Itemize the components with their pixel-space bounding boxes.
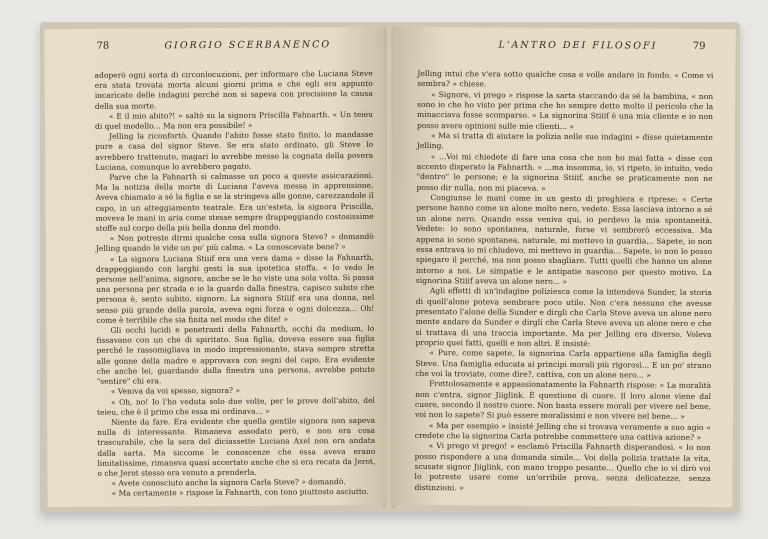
paragraph: « Oh, no! Io l'ho veduta solo due volte, per le prove dell'abito, del teieu, che è il primo che essa mi ordinava... » (96, 395, 375, 417)
paragraph: « Signore, vi prego » rispose la sarta staccando da sé la bambina, « non sono io che ho visto per prima che ho sempre detto molto il pericolo che la minacciava fosse scomparso. « La signorina Stiiif è una mia cliente e io non posso avere opinioni sulle mie clienti... » (416, 89, 714, 131)
left-page-number: 78 (96, 40, 110, 52)
paragraph: « La signora Luciana Stiiif era una vera dama » disse la Fahnarth, drappeggiando con larghi gesti la sua ipotetica stoffa. « Io vedo le persone nell'anima, signore, anche se le ho viste una sola volta. Si passa una persona per strada e io la guardo dalla finestra, capisco subito che persona è, sento subito, signore. La signora Stiiif era una donna, nel senso più grande della parola, aveva ogni forza e ogni dolcezza... Oh! come è terribile che sia finita nel modo che dite! » (95, 252, 375, 325)
right-page-number: 79 (692, 40, 706, 52)
paragraph: « Ma si tratta di aiutare la polizia nelle sue indagini » disse quietamente Jelling. (416, 131, 713, 151)
paragraph: « Non potreste dirmi qualche cosa sulla signora Steve? » domandò Jelling quando le vide un po' più calma. « La conoscevate bene? » (95, 232, 374, 254)
paragraph: « Vi prego vi prego! » esclamò Priscilla Fahnarth disperandosi. « Io non posso rispondere a una domanda simile... Voi della polizia trattate la vita, scusate signor Jiiglink, con mano troppo pesante... Quello che io vi dirò voi lo potreste usare come un'orribile prova, senza delicatezze, senza distinzioni. » (414, 441, 711, 493)
paragraph: « Veniva da voi spesso, signora? » (110, 386, 241, 397)
open-book (40, 22, 740, 512)
paragraph: « E il mio abito?! » saltò su la signora Priscilla Fahnarth. « Un teieu di quel modello... Ma non era possibile! » (94, 109, 373, 131)
paragraph: « Ma per esempio » insisté Jelling che si trovava veramente a suo agio « credete che la signorina Carla potrebbe commettere una cattiva azione? » (414, 420, 711, 443)
paragraph: « Avete conosciuto anche la signora Carla Steve? » domandò. (111, 477, 346, 488)
paragraph: Jelling la riconfortò. Quando l'abito fosse stato finito, lo mandasse pure a casa del signor Steve. Se era stato ordinato, gli Steve lo avrebbero trattenuto, magari lo avrebbe messo la cognata della povera Luciana, comunque lo avrebbero pagato. (95, 130, 374, 172)
paragraph: Niente da fare. Era evidente che quella gentile signora non sapeva nulla di interessante. Rimaneva assodato però, e non era cosa trascurabile, che la sera del diciassette Luciana Axel non era andata dalla sarta. Ma siccome le conoscenze che essa aveva erano limitatissime, rimaneva quasi accertato anche che si era recata da Jerot, o che Jerot stesso era venuto a prenderla. (97, 415, 376, 478)
paragraph: Congiunse le mani come in un gesto di preghiera e riprese: « Certe persone hanno come un alone molto nero, vedete. Essa lasciava intorno a sé un alone nero. Quando essa veniva qui, io perdevo la mia spontaneità. Vedete: io sono spontanea, naturale, forse vi sembrerò eccessiva. Ma appena io sono spontanea, naturale, mi mettevo in guardia... Sapete, io non essa entrava io mi chiudevo, mi mettevo in guardia... Sapete, io non lo posso spiegare il perché, ma non posso sbagliare. Tutti quelli che hanno un alone intorno a noi. Le simpatie e le antipatie nascono per questo motivo. La signorina Stiiif aveva un alone nero... » (415, 193, 713, 286)
right-running-head: L'ANTRO DEI FILOSOFI (498, 39, 658, 52)
paragraph: adoperò ogni sorta di circonlocuzioni, per informare che Luciana Steve era stata trovata morta alcuni giorni prima e che egli era appunto incaricato delle indagini perché non si sapeva con precisione la causa della sua morte. (94, 68, 373, 111)
paragraph: Jelling intuì che v'era sotto qualche cosa e volle andare in fondo. « Come vi sembra? » chiese. (417, 68, 714, 89)
paragraph: Frettolosamente e appassionatamente la Fahnarth rispose: « La moralità non c'entra, signor Jiiglink. È questione di cuore. Il loro alone viene dal cuore, secondo il nostro cuore. Non basta essere morali per vivere nel bene, voi non lo sapete? Si può essere moralissimi e non vivere nel bene... » (414, 379, 712, 422)
right-page-header (393, 27, 735, 59)
right-page-body (414, 69, 713, 495)
paragraph: « Pure, come sapete, la signorina Carla appartiene alla famiglia degli Steve. Una famiglia educata ai principi morali più rigorosi... E un po' strano che voi la troviate, come dire?, cattiva, con un alone nero... » (415, 348, 712, 380)
paragraph: « Ma certamente » rispose la Fahnarth, con tono piuttosto asciutto. (111, 487, 369, 499)
right-page (390, 27, 735, 507)
paragraph: Agli effetti di un'indagine poliziesca come la intendeva Sunder, la storia di quell'alone poteva sembrare poco utile. Non c'era nessuno che avesse presentato l'alone della Sunder e dirgli che Carla Steve aveva un alone nero mente andare da Sunder e dirgli che Carla Steve aveva un alone nero e che si trattava di una traccia importante. Ma per Jelling era diverso. Voleva proprio quei fatti, quelli e non altri. E insisté: (415, 286, 712, 349)
paragraph: Parve che la Fahnarth si calmasse un poco a queste assicurazioni. Ma la notizia della morte di Luciana l'aveva messa in apprensione. Aveva chiamato a sé la figlia e se la stringeva alle gonne, carezzandole il capo, in un atteggiamento teatrale. Era un'esteta, la signora Priscilla, moveva le mani in aria come stesse sempre drappeggiando costosissime stoffe sul corpo della più bella donna del mondo. (95, 170, 374, 233)
paragraph: Gli occhi lucidi e penetranti della Fahnarth, occhi da medium, lo fissavano con un che di spiritato. Sua figlia, doveva essere sua figlia perché le rassomigliava in modo impressionante, stava sempre stretta alle gonne della madre e approvava con segni del capo. Era evidente che anche lei, guardando dalla finestra una persona, avrebbe potuto "sentire" chi era. (96, 323, 375, 386)
paragraph: « ...Voi mi chiedete di fare una cosa che non ho mai fatta » disse con accento disperato la Fahnarth. « ...ma insomma, io, vi ripeto, io intuito, vedo "dentro" le persone; e la signorina Stiiif, anche se praticamente non ne posso dir nulla, non mi piaceva. » (416, 151, 713, 193)
left-page (44, 27, 387, 507)
left-running-head: GIORGIO SCERBANENCO (164, 39, 332, 52)
left-page-header (44, 27, 384, 59)
left-page-body (95, 69, 376, 499)
